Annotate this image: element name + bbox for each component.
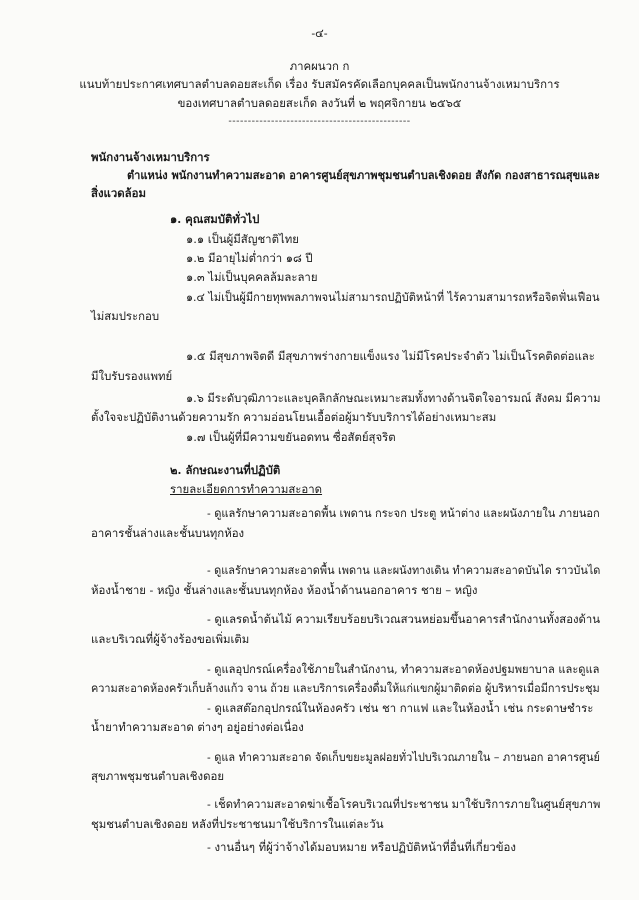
document-subtitle-line-2: ของเทศบาลตำบลดอยสะเก็ด ลงวันที่ ๒ พฤศจิกายน ๒๕๖๕: [177, 96, 462, 110]
qualification-item: ๑.๖ มีระดับวุฒิภาวะและบุคลิกลักษณะเหมาะสมทั้งทางด้านจิตใจอารมณ์ สังคม มีความ: [186, 391, 601, 405]
duty-line: - ดูแลรดน้ำต้นไม้ ความเรียบร้อยบริเวณสวนหย่อมขึ้นอาคารสำนักงานทั้งสองด้าน: [207, 612, 601, 626]
duty-line: - ดูแลอุปกรณ์เครื่องใช้ภายในสำนักงาน, ทำความสะอาดห้องปฐมพยาบาล และดูแล: [207, 662, 600, 676]
qualification-item: ๑.๓ ไม่เป็นบุคคลล้มละลาย: [186, 270, 318, 284]
duty-line-continued: สุขภาพชุมชนตำบลเชิงดอย: [91, 769, 225, 783]
duty-line-continued: น้ำยาทำความสะอาด ต่างๆ อยู่อย่างต่อเนื่อง: [91, 720, 304, 734]
qualification-item-continued: มีใบรับรองแพทย์: [91, 369, 173, 383]
duty-line: - ดูแล ทำความสะอาด จัดเก็บขยะมูลฝอยทั่วไปบริเวณภายใน – ภายนอก อาคารศูนย์: [207, 750, 600, 764]
position-title-line-1: ตำแหน่ง พนักงานทำความสะอาด อาคารศูนย์สุขภาพชุมชนตำบลเชิงดอย สังกัด กองสาธารณสุขและ: [127, 168, 600, 182]
position-title-line-2: สิ่งแวดล้อม: [91, 186, 146, 200]
qualification-item: ๑.๔ ไม่เป็นผู้มีกายทุพพลภาพจนไม่สามารถปฏิบัติหน้าที่ ไร้ความสามารถหรือจิตฟั่นเฟือน: [186, 290, 600, 304]
qualification-item: ๑.๒ มีอายุไม่ต่ำกว่า ๑๘ ปี: [186, 251, 313, 265]
separator-line: -----------------------------------------------: [228, 116, 411, 127]
section-2-heading: ๒. ลักษณะงานที่ปฏิบัติ: [170, 463, 281, 477]
qualification-item: ๑.๕ มีสุขภาพจิตดี มีสุขภาพร่างกายแข็งแรง ไม่มีโรคประจำตัว ไม่เป็นโรคติดต่อและ: [186, 349, 595, 363]
duty-line-continued: อาคารชั้นล่างและชั้นบนทุกห้อง: [91, 526, 245, 540]
duty-line-continued: ห้องน้ำชาย - หญิง ชั้นล่างและชั้นบนทุกห้อง ห้องน้ำด้านนอกอาคาร ชาย – หญิง: [91, 583, 478, 597]
section-2-subheading: รายละเอียดการทำความสะอาด: [170, 482, 323, 496]
duty-line: - งานอื่นๆ ที่ผู้ว่าจ้างได้มอบหมาย หรือปฏิบัติหน้าที่อื่นที่เกี่ยวข้อง: [207, 840, 516, 854]
duty-line: - ดูแลรักษาความสะอาดพื้น เพดาน กระจก ประตู หน้าต่าง และผนังภายใน ภายนอก: [207, 506, 600, 520]
qualification-item-continued: ไม่สมประกอบ: [91, 309, 160, 323]
document-subtitle-line-1: แนบท้ายประกาศเทศบาลตำบลดอยสะเก็ด เรื่อง รับสมัครคัดเลือกบุคคลเป็นพนักงานจ้างเหมาบริการ: [79, 77, 560, 91]
duty-line: - เช็ดทำความสะอาดฆ่าเชื้อโรคบริเวณที่ประชาชน มาใช้บริการภายในศูนย์สุขภาพ: [207, 797, 601, 811]
duty-line-continued: ความสะอาดห้องครัวเก็บล้างแก้ว จาน ถ้วย และบริการเครื่องดื่มให้แก่แขกผู้มาติดต่อ ผู้บริหารเมื่อมีการประชุม: [91, 681, 600, 695]
duty-line: - ดูแลสต๊อกอุปกรณ์ในห้องครัว เช่น ชา กาแฟ และในห้องน้ำ เช่น กระดาษชำระ: [207, 701, 594, 715]
page-number: -๔-: [311, 26, 328, 40]
position-type: พนักงานจ้างเหมาบริการ: [91, 150, 210, 164]
annex-title: ภาคผนวก ก: [289, 59, 350, 73]
section-1-heading: ๑. คุณสมบัติทั่วไป: [170, 212, 260, 226]
duty-line: - ดูแลรักษาความสะอาดพื้น เพดาน และผนังทางเดิน ทำความสะอาดบันได ราวบันได: [207, 563, 601, 577]
qualification-item: ๑.๗ เป็นผู้ที่มีความขยันอดทน ซื่อสัตย์สุจริต: [186, 430, 396, 444]
duty-line-continued: ชุมชนตำบลเชิงดอย หลังที่ประชาชนมาใช้บริการในแต่ละวัน: [91, 817, 384, 831]
qualification-item-continued: ตั้งใจจะปฏิบัติงานด้วยความรัก ความอ่อนโยนเอื้อต่อผู้มารับบริการได้อย่างเหมาะสม: [91, 410, 497, 424]
qualification-item: ๑.๑ เป็นผู้มีสัญชาติไทย: [186, 232, 299, 246]
duty-line-continued: และบริเวณที่ผู้จ้างร้องขอเพิ่มเติม: [91, 632, 250, 646]
